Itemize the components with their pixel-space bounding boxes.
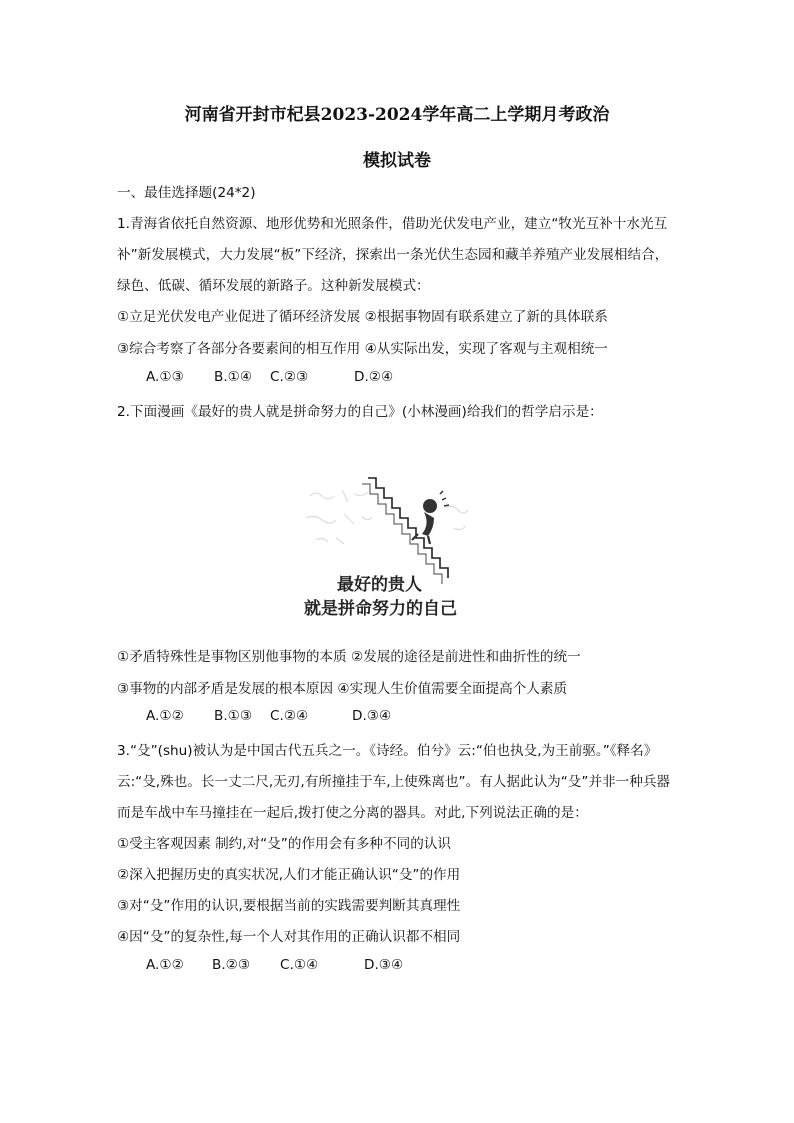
option-c: C.①④: [280, 957, 319, 973]
q2-statement: ①矛盾特殊性是事物区别他事物的本质 ②发展的途径是前进性和曲折性的统一: [117, 649, 581, 665]
q1-stem-line: 补”新发展模式，大力发展“板”下经济，探索出一条光伏生态园和藏羊养殖产业发展相结合，: [117, 247, 669, 263]
option-d: D.③④: [352, 708, 392, 724]
page-subtitle: 模拟试卷: [363, 151, 431, 171]
q3-statement: ②深入把握历史的真实状况,人们才能正确认识“殳”的作用: [117, 867, 461, 883]
q1-statement: ③综合考察了各部分各要素间的相互作用 ④从实际出发，实现了客观与主观相统一: [117, 341, 608, 357]
option-b: B.①④: [214, 369, 253, 385]
q1-stem-line: 绿色、低碳、循环发展的新路子。这种新发展模式：: [117, 278, 430, 294]
option-b: B.②③: [212, 957, 251, 973]
q3-stem-line: 3.“殳”(shu)被认为是中国古代五兵之一。《诗经。伯兮》云:“伯也执殳,为王前驱。”《释名》: [117, 743, 658, 759]
option-c: C.②④: [270, 708, 309, 724]
option-b: B.①③: [214, 708, 253, 724]
option-a: A.①②: [146, 957, 184, 973]
q3-stem-line: 而是车战中车马撞挂在一起后,拨打使之分离的器具。对此,下列说法正确的是：: [117, 805, 588, 821]
q1-statement: ①立足光伏发电产业促进了循环经济发展 ②根据事物固有联系建立了新的具体联系: [117, 309, 608, 325]
q3-options: [146, 957, 403, 973]
q1-stem-line: 1.青海省依托自然资源、地形优势和光照条件，借助光伏发电产业，建立“牧光互补十水光互: [117, 216, 668, 232]
page-title: 河南省开封市杞县2023-2024学年高二上学期月考政治: [184, 105, 610, 125]
cartoon-caption-line: 就是拼命努力的自己: [304, 599, 457, 619]
q3-stem-line: 云:“殳,殊也。长一丈二尺,无刃,有所撞挂于车,上使殊离也”。有人据此认为“殳”并非一种兵器: [117, 774, 670, 790]
q3-statement: ④因“殳”的复杂性,每一个人对其作用的正确认识都不相同: [117, 929, 461, 945]
q1-options: [146, 369, 393, 385]
option-a: A.①②: [146, 708, 184, 724]
option-d: D.③④: [364, 957, 404, 973]
q2-stem: 2.下面漫画《最好的贵人就是拼命努力的自己》(小林漫画)给我们的哲学启示是：: [117, 404, 603, 420]
q2-options: [146, 708, 391, 724]
cartoon-caption-line: 最好的贵人: [337, 575, 422, 595]
q3-statement: ③对“殳”作用的认识,要根据当前的实践需要判断其真理性: [117, 898, 461, 914]
section-heading: 一、最佳选择题(24*2): [117, 185, 256, 201]
q3-statement: ①受主客观因素 制约,对“殳”的作用会有多种不同的认识: [117, 836, 451, 852]
q2-statement: ③事物的内部矛盾是发展的根本原因 ④实现人生价值需要全面提高个人素质: [117, 681, 568, 697]
option-c: C.②③: [270, 369, 309, 385]
option-d: D.②④: [354, 369, 394, 385]
option-a: A.①③: [146, 369, 184, 385]
